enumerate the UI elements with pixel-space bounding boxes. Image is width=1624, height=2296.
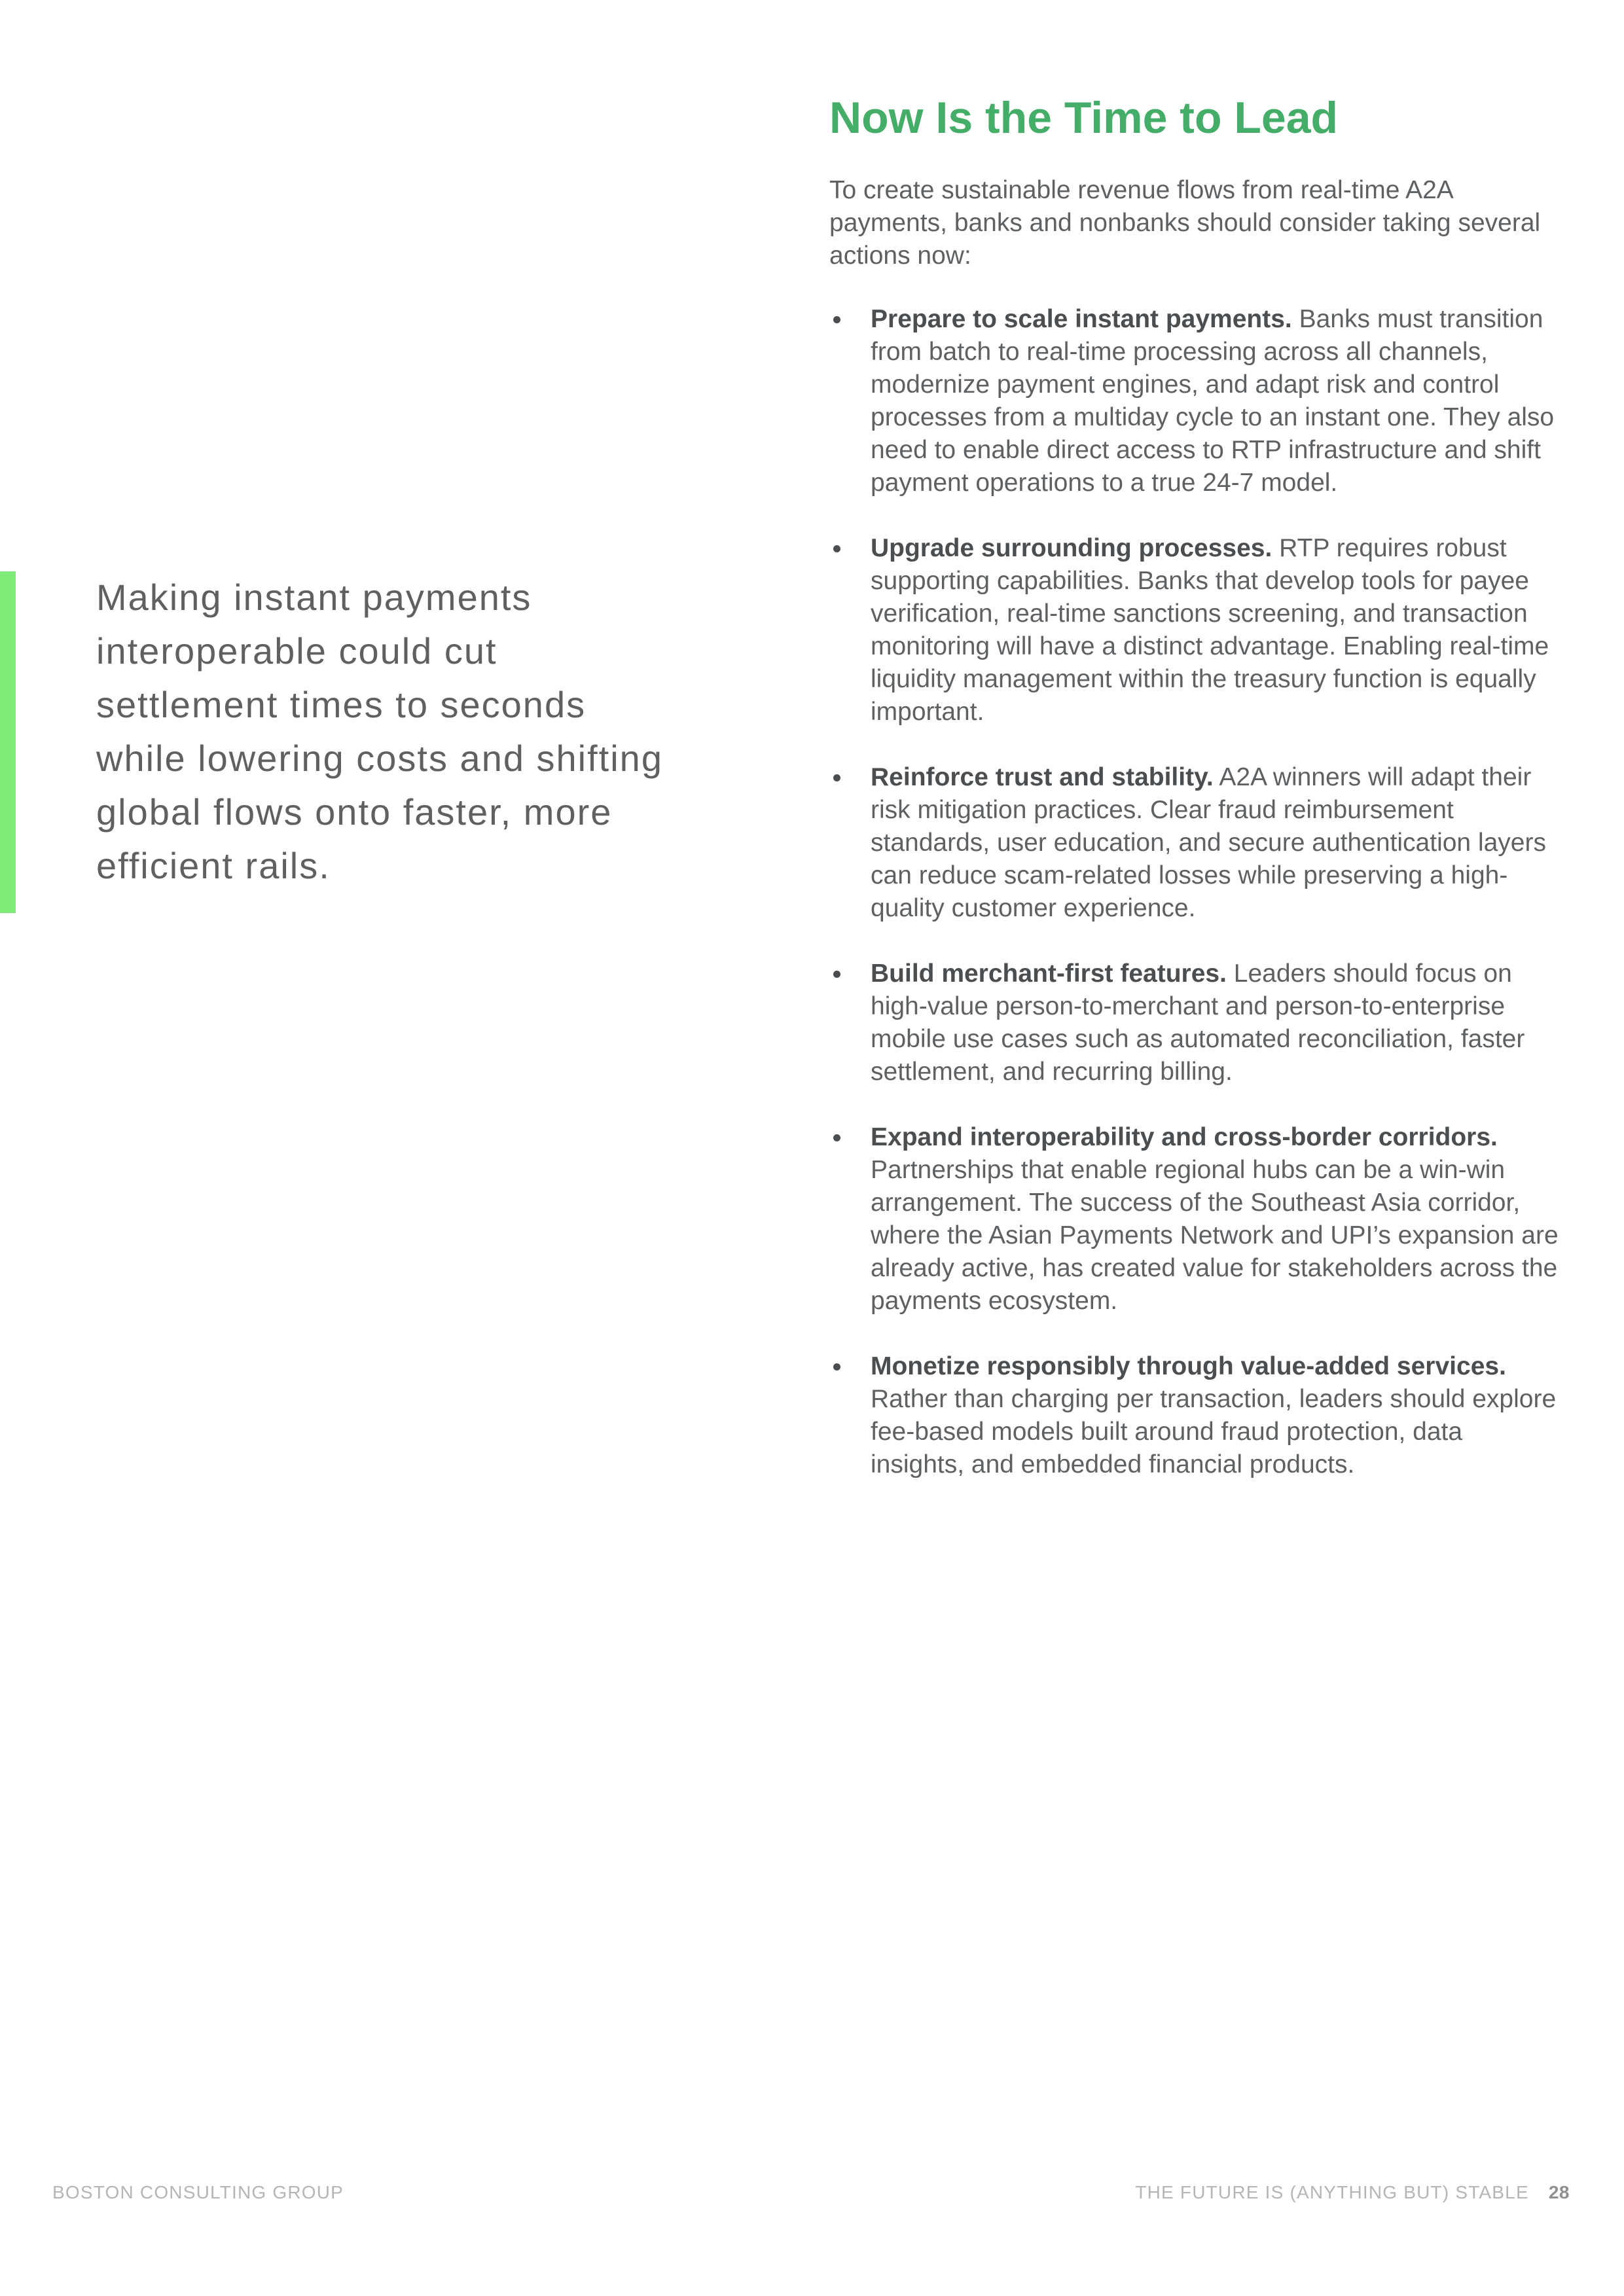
bullet-icon: [833, 1134, 840, 1141]
bullet-body: RTP requires robust supporting capabilities. Banks that develop tools for payee verification, real-time sanctions screening, and transaction monitoring will have a distinct advantage. Enabling real-time liquidity management within the treasury function is equally important.: [871, 534, 1549, 726]
bullet-body: A2A winners will adapt their risk mitigation practices. Clear fraud reimbursement standards, user education, and secure authentication layers can reduce scam-related losses while preserving a high-quality customer experience.: [871, 763, 1546, 922]
page-number: 28: [1548, 2182, 1570, 2202]
bullet-lead: Expand interoperability and cross-border corridors.: [871, 1123, 1498, 1151]
section-heading: Now Is the Time to Lead: [829, 93, 1339, 143]
list-item: [829, 1350, 1562, 1481]
bullet-lead: Reinforce trust and stability.: [871, 763, 1214, 791]
bullet-lead: Monetize responsibly through value-added services.: [871, 1352, 1506, 1380]
bullet-icon: [833, 316, 840, 323]
footer-right-group: [1135, 2182, 1570, 2203]
bullet-body: Partnerships that enable regional hubs can be a win-win arrangement. The success of the Southeast Asia corridor, where the Asian Payments Network and UPI’s expansion are already active, has created value for stakeholders across the payments ecosystem.: [871, 1156, 1559, 1315]
list-item: [829, 1121, 1562, 1318]
footer-right-title: THE FUTURE IS (ANYTHING BUT) STABLE: [1135, 2182, 1529, 2202]
intro-paragraph: To create sustainable revenue flows from real-time A2A payments, banks and nonbanks should consider taking several actions now:: [829, 176, 1541, 270]
list-item: [829, 303, 1562, 499]
bullet-icon: [833, 545, 840, 552]
list-item: [829, 958, 1562, 1088]
action-list: [829, 303, 1562, 1481]
footer-left-text: BOSTON CONSULTING GROUP: [52, 2182, 344, 2202]
page-footer: [52, 2182, 1570, 2203]
bullet-icon: [833, 1363, 840, 1371]
pull-quote: Making instant payments interoperable could cut settlement times to seconds while lowering costs and shifting global flows onto faster, more efficient rails.: [96, 577, 663, 886]
bullet-lead: Upgrade surrounding processes.: [871, 534, 1272, 562]
main-column: [829, 93, 1562, 1514]
bullet-body: Leaders should focus on high-value person-to-merchant and person-to-enterprise mobile use cases such as automated reconciliation, faster settlement, and recurring billing.: [871, 960, 1525, 1086]
quote-accent-bar: [0, 571, 16, 913]
bullet-body: Rather than charging per transaction, leaders should explore fee-based models built around fraud protection, data insights, and embedded financial products.: [871, 1385, 1557, 1479]
bullet-icon: [833, 971, 840, 978]
bullet-lead: Build merchant-first features.: [871, 960, 1227, 988]
list-item: [829, 532, 1562, 728]
bullet-body: Banks must transition from batch to real-time processing across all channels, modernize payment engines, and adapt risk and control processes from a multiday cycle to an instant one. They also need to enable direct access to RTP infrastructure and shift payment operations to a true 24-7 model.: [871, 305, 1555, 497]
list-item: [829, 761, 1562, 925]
bullet-icon: [833, 774, 840, 781]
bullet-lead: Prepare to scale instant payments.: [871, 305, 1292, 333]
